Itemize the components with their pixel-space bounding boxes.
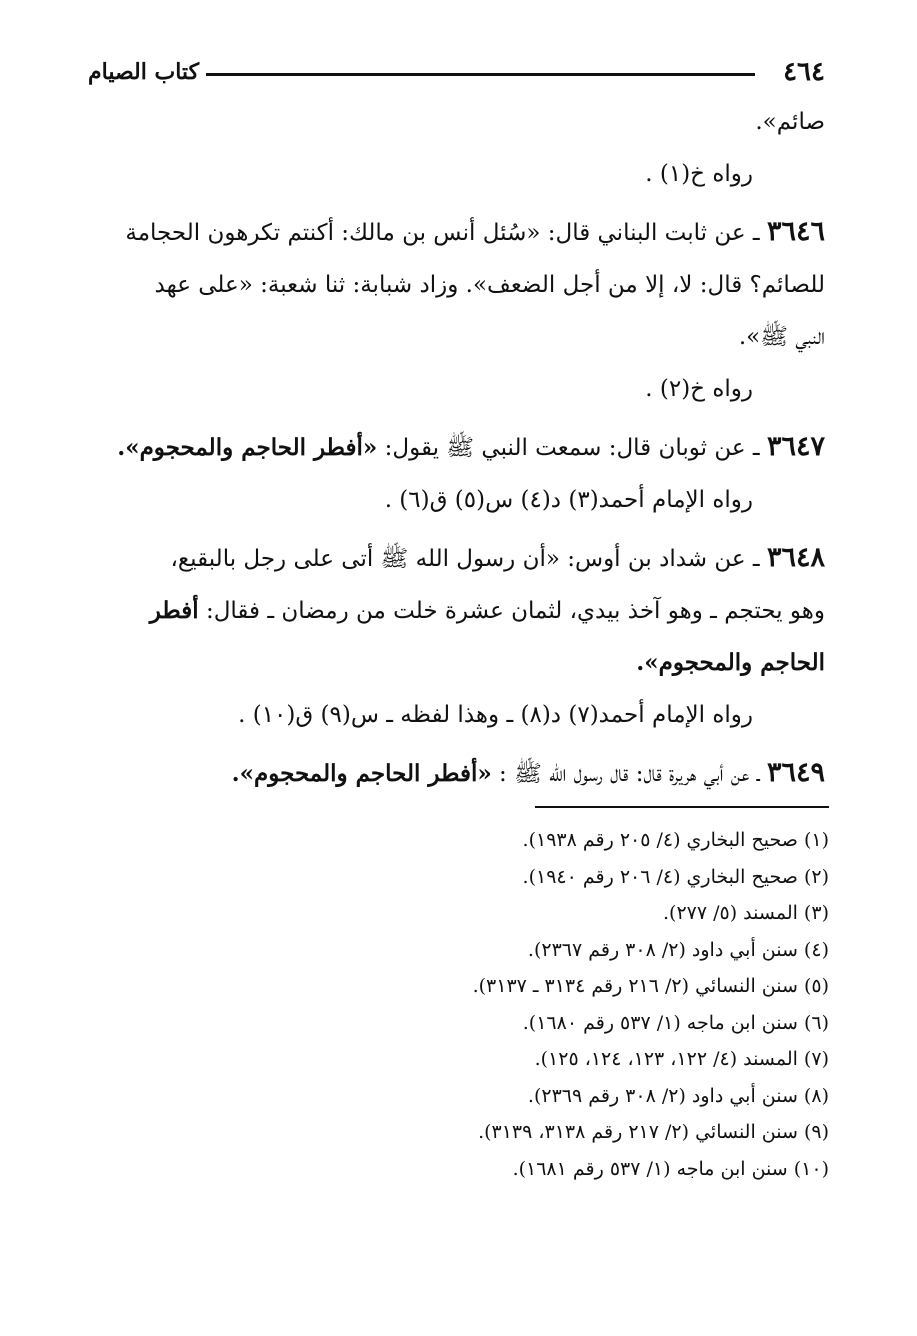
- footnote: (٢) صحيح البخاري (٤/ ٢٠٦ رقم ١٩٤٠).: [522, 865, 829, 888]
- narration-reference: رواه الإمام أحمد(٧) د(٨) ـ وهذا لفظه ـ س(٩) ق(١٠) .: [238, 702, 753, 728]
- hadith-text: ـ عن ثابت البناني قال: «سُئل أنس بن مالك: أكنتم تكرهون الحجامة: [125, 220, 767, 246]
- footnote: (٨) سنن أبي داود (٢/ ٣٠٨ رقم ٢٣٦٩).: [527, 1084, 829, 1107]
- hadith-text-line: النبي ﷺ».: [738, 324, 825, 350]
- footnote: (٤) سنن أبي داود (٢/ ٣٠٨ رقم ٢٣٦٧).: [527, 938, 829, 961]
- footnote: (٥) سنن النسائي (٢/ ٢١٦ رقم ٣١٣٤ ـ ٣١٣٧).: [472, 975, 829, 997]
- footnote: (١) صحيح البخاري (٤/ ٢٠٥ رقم ١٩٣٨).: [522, 829, 829, 851]
- footnote: (٣) المسند (٥/ ٢٧٧).: [662, 902, 829, 924]
- hadith-text: وهو يحتجم ـ وهو آخذ بيدي، لثمان عشرة خلت من رمضان ـ فقال:: [198, 598, 825, 624]
- narration-reference: رواه الإمام أحمد(٣) د(٤) س(٥) ق(٦) .: [384, 487, 753, 513]
- hadith-number: ٣٦٤٧: [766, 431, 825, 462]
- text-line: صائم».: [755, 109, 825, 135]
- footnotes-list: [150, 822, 829, 1187]
- narration-reference: رواه خ(٢) .: [645, 376, 753, 402]
- footnote: (١٠) سنن ابن ماجه (١/ ٥٣٧ رقم ١٦٨١).: [512, 1157, 829, 1180]
- hadith-quote: «أفطر الحاجم والمحجوم».: [231, 760, 492, 787]
- footnote-separator: [535, 806, 829, 808]
- footnote: (٧) المسند (٤/ ١٢٢، ١٢٣، ١٢٤، ١٢٥).: [534, 1048, 829, 1070]
- footnote: (٦) سنن ابن ماجه (١/ ٥٣٧ رقم ١٦٨٠).: [522, 1011, 829, 1034]
- hadith-text: ـ عن شداد بن أوس: «أن رسول الله ﷺ أتى على رجل بالبقيع،: [170, 546, 767, 572]
- hadith-number: ٣٦٤٦: [766, 216, 825, 247]
- narration-reference: رواه خ(١) .: [645, 161, 753, 187]
- hadith-3648: [88, 532, 825, 585]
- page-title: كتاب الصيام: [88, 59, 200, 85]
- header-rule: [206, 73, 755, 76]
- hadith-text-line: للصائم؟ قال: لا، إلا من أجل الضعف». وزاد شبابة: ثنا شعبة: «على عهد: [154, 272, 825, 298]
- hadith-3649: [88, 747, 825, 800]
- hadith-text: ـ عن ثوبان قال: سمعت النبي ﷺ يقول:: [377, 435, 767, 461]
- hadith-quote-line: الحاجم والمحجوم».: [636, 649, 825, 676]
- page-header: [88, 52, 825, 92]
- hadith-number: ٣٦٤٨: [766, 542, 825, 573]
- hadith-text-line: [88, 585, 825, 637]
- hadith-number: ٣٦٤٩: [766, 757, 825, 788]
- footnote: (٩) سنن النسائي (٢/ ٢١٧ رقم ٣١٣٨، ٣١٣٩).: [478, 1121, 829, 1143]
- hadith-text: ـ عن أبي هريرة قال: قال رسول الله ﷺ :: [491, 761, 767, 787]
- main-text: [88, 96, 825, 800]
- page-number: ٤٦٤: [783, 57, 825, 87]
- hadith-quote: «أفطر الحاجم والمحجوم».: [117, 434, 378, 461]
- hadith-3646: [88, 206, 825, 259]
- hadith-quote: أفطر: [149, 597, 199, 624]
- hadith-3647: [88, 421, 825, 474]
